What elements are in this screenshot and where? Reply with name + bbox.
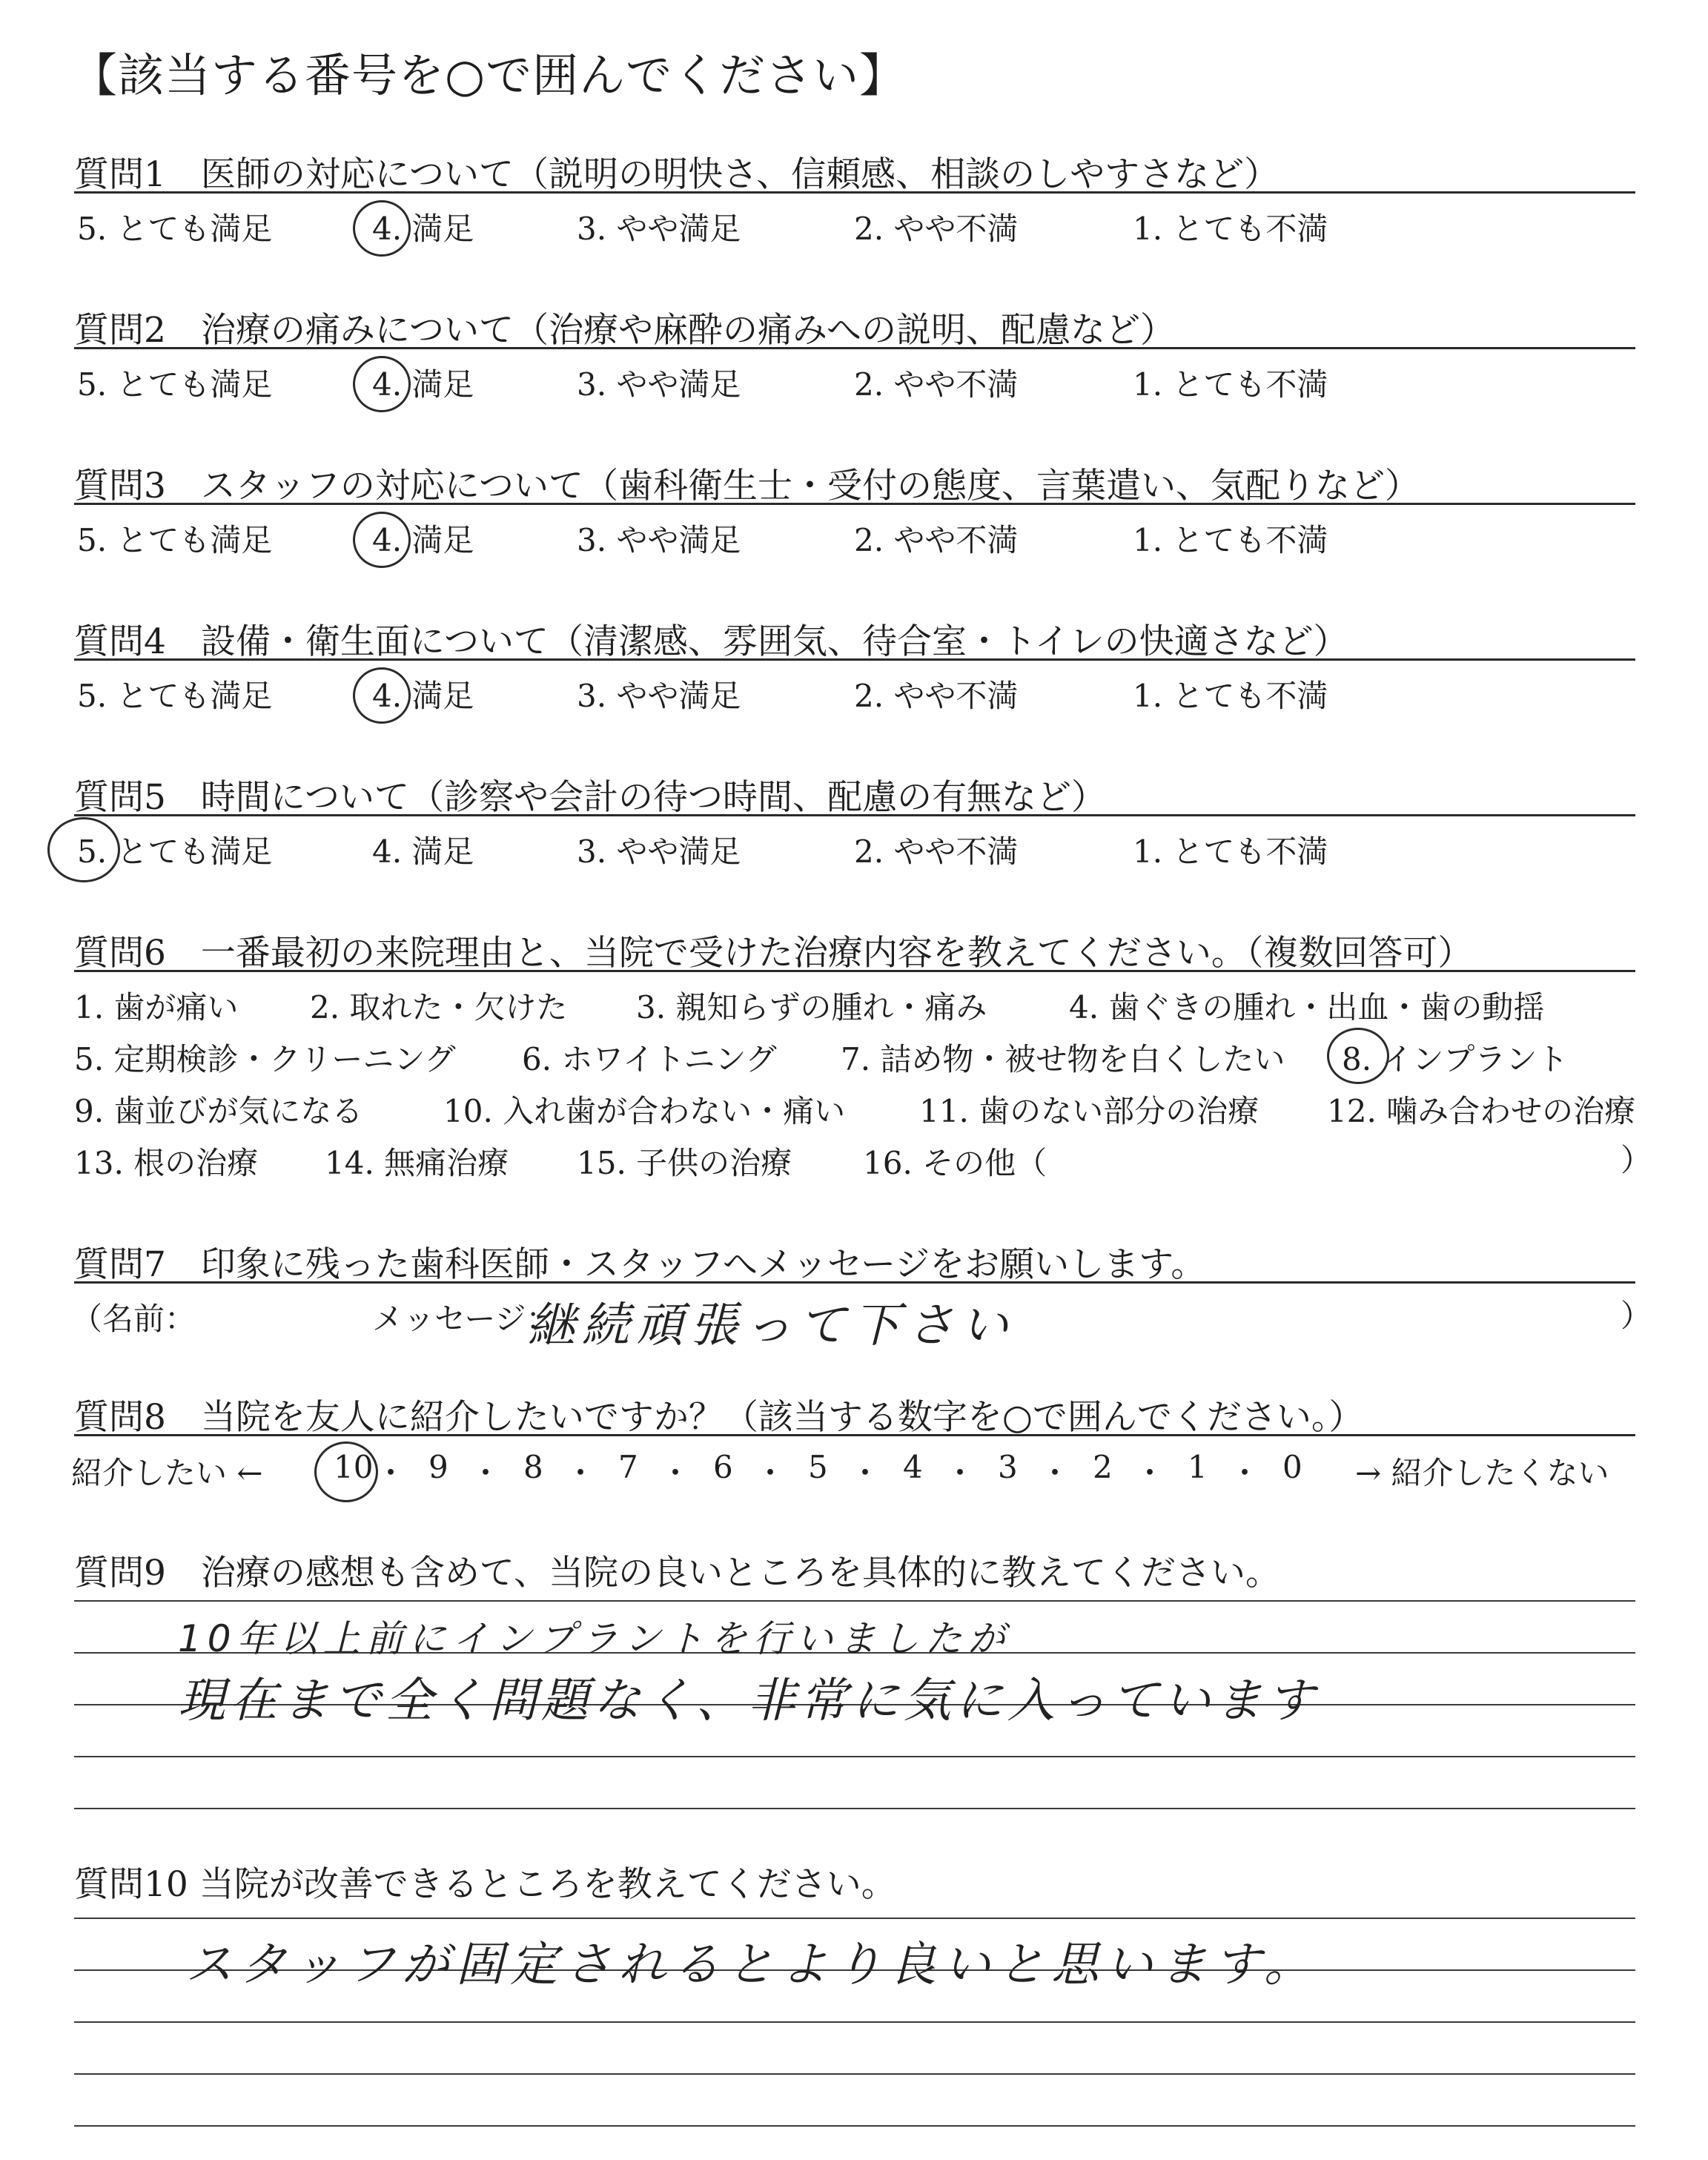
q6-option-7[interactable]: 7. 詰め物・被せ物を白くしたい	[841, 1041, 1285, 1077]
q7-title: 質問7 印象に残った歯科医師・スタッフへメッセージをお願いします。	[74, 1244, 1206, 1285]
q1-option-2[interactable]: 2. やや不満	[854, 211, 1019, 247]
q7-message-label: メッセージ：	[372, 1301, 557, 1337]
q7-handwritten-message: 継続頑張って下さい	[528, 1298, 1015, 1353]
q4-title: 質問4 設備・衛生面について（清潔感、雰囲気、待合室・トイレの快適さなど）	[74, 621, 1348, 662]
q8-scale-separator: ・	[565, 1455, 597, 1491]
q5-option-4[interactable]: 4. 満足	[372, 833, 474, 870]
q10-writing-line-3	[74, 2021, 1635, 2023]
q9-writing-line-4	[74, 1756, 1635, 1757]
q3-option-4[interactable]: 4. 満足	[372, 522, 474, 558]
q9-writing-line-5	[74, 1808, 1635, 1809]
q7-name-label: （名前：	[71, 1301, 196, 1337]
q8-scale-separator: ・	[1039, 1455, 1071, 1491]
q2-option-1[interactable]: 1. とても不満	[1133, 366, 1328, 403]
q1-rule	[74, 191, 1635, 194]
q8-scale-4[interactable]: 4	[903, 1449, 923, 1485]
q4-option-3[interactable]: 3. やや満足	[577, 678, 741, 714]
q2-selection-circle	[353, 356, 411, 412]
q3-option-1[interactable]: 1. とても不満	[1133, 522, 1328, 558]
q8-scale-separator: ・	[375, 1455, 407, 1491]
q6-option-3[interactable]: 3. 親知らずの腫れ・痛み	[636, 989, 987, 1025]
q4-option-4[interactable]: 4. 満足	[372, 678, 474, 714]
q6-option-13[interactable]: 13. 根の治療	[74, 1145, 259, 1181]
q6-option-12[interactable]: 12. 噛み合わせの治療	[1327, 1093, 1636, 1129]
q5-option-5[interactable]: 5. とても満足	[77, 833, 273, 870]
q9-handwritten-line-1: 10年以上前にインプラントを行いましたが	[178, 1617, 1011, 1660]
q7-rule	[74, 1281, 1635, 1284]
q8-selection-circle	[314, 1441, 378, 1502]
q6-option-6[interactable]: 6. ホワイトニング	[522, 1041, 777, 1077]
q1-option-3[interactable]: 3. やや満足	[577, 211, 741, 247]
q8-scale-separator: ・	[470, 1455, 502, 1491]
q2-rule	[74, 347, 1635, 349]
q6-option-2[interactable]: 2. 取れた・欠けた	[310, 989, 568, 1025]
q6-option-14[interactable]: 14. 無痛治療	[325, 1145, 509, 1181]
q9-title: 質問9 治療の感想も含めて、当院の良いところを具体的に教えてください。	[74, 1553, 1280, 1593]
q8-right-label: → 紹介したくない	[1355, 1455, 1609, 1491]
q6-selection-circle	[1327, 1028, 1389, 1084]
q10-writing-line-1	[74, 1918, 1635, 1919]
q3-title: 質問3 スタッフの対応について（歯科衛生士・受付の態度、言葉遣い、気配りなど）	[74, 466, 1420, 506]
q8-scale-7[interactable]: 7	[618, 1449, 638, 1485]
q8-rule	[74, 1434, 1635, 1436]
q8-scale-separator: ・	[850, 1455, 881, 1491]
q8-scale-2[interactable]: 2	[1093, 1449, 1113, 1485]
q4-option-2[interactable]: 2. やや不満	[854, 678, 1019, 714]
q2-option-4[interactable]: 4. 満足	[372, 366, 474, 403]
q6-option-4[interactable]: 4. 歯ぐきの腫れ・出血・歯の動揺	[1069, 989, 1545, 1025]
q1-selection-circle	[353, 200, 411, 257]
q8-scale-separator: ・	[1229, 1455, 1261, 1491]
q3-rule	[74, 503, 1635, 505]
q6-option-5[interactable]: 5. 定期検診・クリーニング	[74, 1041, 456, 1077]
q4-option-5[interactable]: 5. とても満足	[77, 678, 273, 714]
q9-writing-line-1	[74, 1600, 1635, 1602]
q5-option-2[interactable]: 2. やや不満	[854, 833, 1019, 870]
q4-rule	[74, 658, 1635, 661]
q8-scale-0[interactable]: 0	[1282, 1449, 1302, 1485]
q6-rule	[74, 970, 1635, 972]
q1-option-5[interactable]: 5. とても満足	[77, 211, 273, 247]
q8-scale-separator: ・	[1134, 1455, 1166, 1491]
q8-scale-10[interactable]: 10	[334, 1449, 374, 1485]
q8-scale-6[interactable]: 6	[713, 1449, 733, 1485]
q5-rule	[74, 814, 1635, 816]
q5-option-1[interactable]: 1. とても不満	[1133, 833, 1328, 870]
q5-option-3[interactable]: 3. やや満足	[577, 833, 741, 870]
q1-title: 質問1 医師の対応について（説明の明快さ、信頼感、相談のしやすさなど）	[74, 154, 1280, 195]
q7-close-paren: ）	[1621, 1298, 1652, 1334]
q5-title: 質問5 時間について（診察や会計の待つ時間、配慮の有無など）	[74, 777, 1106, 818]
q2-option-5[interactable]: 5. とても満足	[77, 366, 273, 403]
q6-option-11[interactable]: 11. 歯のない部分の治療	[919, 1093, 1260, 1129]
q6-option-15[interactable]: 15. 子供の治療	[577, 1145, 792, 1181]
q1-option-4[interactable]: 4. 満足	[372, 211, 474, 247]
q6-option-1[interactable]: 1. 歯が痛い	[74, 989, 239, 1025]
q6-option-9[interactable]: 9. 歯並びが気になる	[74, 1093, 363, 1129]
q10-writing-line-5	[74, 2125, 1635, 2127]
q3-selection-circle	[353, 512, 411, 568]
q6-option-10[interactable]: 10. 入れ歯が合わない・痛い	[443, 1093, 846, 1129]
q3-option-5[interactable]: 5. とても満足	[77, 522, 273, 558]
q4-option-1[interactable]: 1. とても不満	[1133, 678, 1328, 714]
q8-scale-8[interactable]: 8	[523, 1449, 543, 1485]
q2-option-3[interactable]: 3. やや満足	[577, 366, 741, 403]
q10-title: 質問10 当院が改善できるところを教えてください。	[74, 1864, 896, 1905]
q10-writing-line-4	[74, 2073, 1635, 2075]
q5-selection-circle	[47, 817, 120, 882]
q4-selection-circle	[353, 667, 411, 724]
q6-title: 質問6 一番最初の来院理由と、当院で受けた治療内容を教えてください。（複数回答可）	[74, 933, 1473, 974]
q8-left-label: 紹介したい ←	[71, 1455, 263, 1491]
q8-scale-3[interactable]: 3	[998, 1449, 1018, 1485]
q1-option-1[interactable]: 1. とても不満	[1133, 211, 1328, 247]
q3-option-3[interactable]: 3. やや満足	[577, 522, 741, 558]
q8-scale-5[interactable]: 5	[808, 1449, 828, 1485]
form-header: 【該当する番号を○で囲んでください】	[71, 48, 907, 102]
q8-scale-9[interactable]: 9	[428, 1449, 448, 1485]
q9-handwritten-line-2: 現在まで全く問題なく、非常に気に入っています	[178, 1674, 1319, 1728]
q8-scale-1[interactable]: 1	[1188, 1449, 1208, 1485]
q8-title: 質問8 当院を友人に紹介したいですか？（該当する数字を○で囲んでください。）	[74, 1397, 1364, 1438]
q8-scale-separator: ・	[755, 1455, 787, 1491]
q8-scale-separator: ・	[944, 1455, 976, 1491]
q10-handwritten-line-1: スタッフが固定されるとより良いと思います。	[185, 1938, 1318, 1992]
q6-option-8[interactable]: 8. インプラント	[1342, 1041, 1569, 1077]
q3-option-2[interactable]: 2. やや不満	[854, 522, 1019, 558]
q2-option-2[interactable]: 2. やや不満	[854, 366, 1019, 403]
q6-close-paren: ）	[1621, 1142, 1652, 1178]
q2-title: 質問2 治療の痛みについて（治療や麻酔の痛みへの説明、配慮など）	[74, 310, 1176, 351]
q8-scale-separator: ・	[660, 1455, 692, 1491]
q6-option-16[interactable]: 16. その他（	[863, 1145, 1047, 1181]
